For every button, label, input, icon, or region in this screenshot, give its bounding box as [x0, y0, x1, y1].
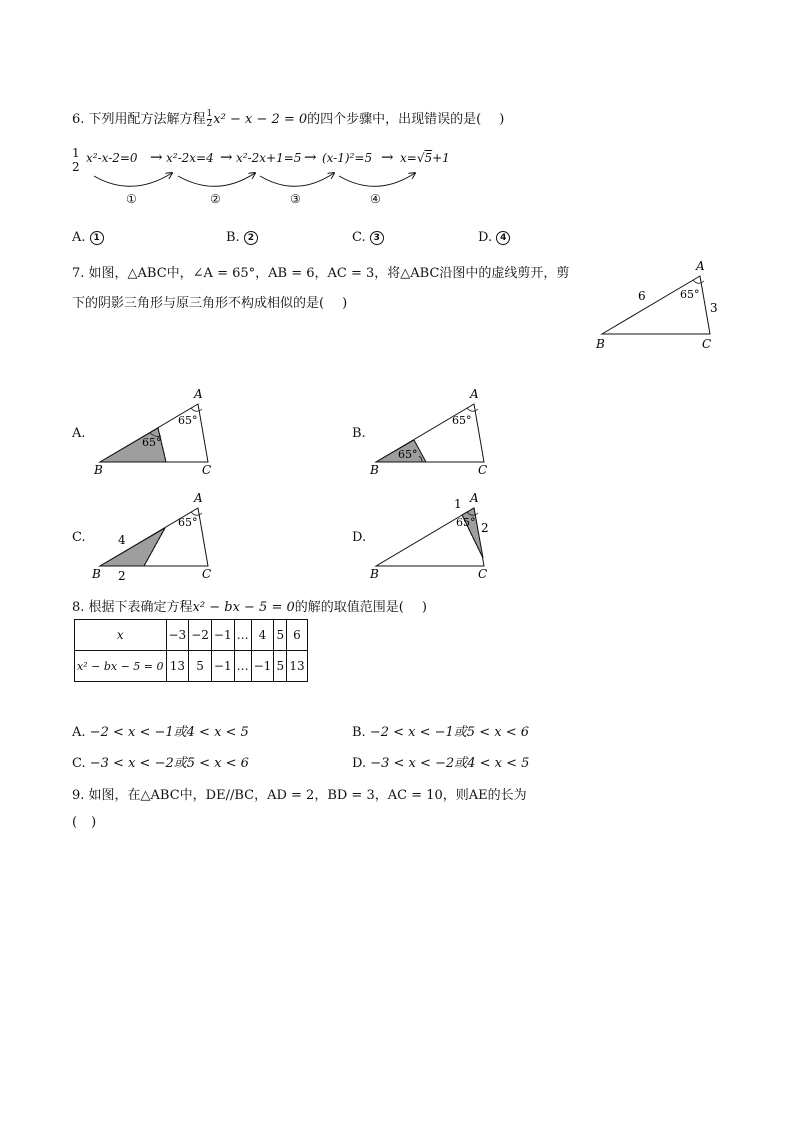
q6-option-c[interactable]: C. 3	[352, 230, 384, 245]
table-cell: 6	[287, 620, 307, 651]
question-9-line-1: 9. 如图，在△ABC中，DE//BC，AD = 2，BD = 3，AC = 10，则AE的长为	[72, 788, 527, 803]
q7-option-a[interactable]: A.	[72, 426, 86, 441]
q6-arc-2	[178, 173, 255, 186]
q8-option-c[interactable]: C. −3 < x < −2或5 < x < 6	[72, 756, 249, 771]
q6-prefix: 6. 下列用配方法解方程	[72, 112, 206, 127]
question-9-line-2: ( )	[72, 815, 97, 830]
q7-main-triangle	[592, 256, 732, 352]
angle-label: 65°	[178, 414, 198, 427]
segment-label-bc: 2	[118, 569, 126, 583]
vertex-label-b: B	[370, 463, 379, 477]
q7-option-c[interactable]: C.	[72, 530, 86, 545]
angle-label: 65°	[456, 516, 476, 529]
question-7-line-2: 下的阴影三角形与原三角形不构成相似的是( )	[72, 296, 348, 311]
vertex-label-c: C	[202, 567, 212, 581]
table-cell: …	[234, 620, 251, 651]
table-cell: −3	[166, 620, 189, 651]
q6-arc-3	[260, 173, 334, 186]
q8-value-table	[74, 619, 308, 682]
arrow-right-icon: →	[150, 148, 163, 166]
cut-angle-label: 65°	[142, 436, 162, 449]
q7-option-a-figure	[90, 384, 220, 480]
vertex-label-b: B	[92, 567, 101, 581]
circled-number-icon: 1	[90, 231, 104, 245]
side-label-ab: 6	[638, 289, 646, 303]
q6-step-1: x²-2x=4	[166, 151, 214, 165]
cut-angle-label: 65°	[398, 448, 418, 461]
vertex-label-a: A	[194, 491, 203, 505]
q6-step-label-1: ①	[126, 192, 137, 206]
angle-label: 65°	[178, 516, 198, 529]
table-cell: 5	[189, 651, 212, 682]
side-label-ac: 3	[710, 301, 718, 315]
q6-step-label-3: ③	[290, 192, 301, 206]
vertex-label-a: A	[194, 387, 203, 401]
q6-arc-1	[94, 173, 172, 186]
vertex-label-a: A	[470, 387, 479, 401]
vertex-label-b: B	[596, 337, 605, 351]
vertex-label-a: A	[696, 259, 705, 273]
circled-number-icon: 3	[370, 231, 384, 245]
circled-number-icon: 4	[496, 231, 510, 245]
q6-arc-4	[339, 173, 415, 186]
table-cell: 13	[166, 651, 189, 682]
table-cell: −1	[251, 651, 274, 682]
q6-step-2: x²-2x+1=5	[236, 151, 302, 165]
q6-step-4: x=√5+1	[400, 151, 450, 165]
q6-step-3: (x-1)²=5	[322, 151, 373, 165]
vertex-label-c: C	[202, 463, 212, 477]
q7-option-d-figure	[366, 488, 496, 584]
table-cell: 5	[274, 620, 287, 651]
table-cell: 13	[287, 651, 307, 682]
table-cell: …	[234, 651, 251, 682]
q6-step-chain	[72, 146, 472, 208]
arrow-right-icon: →	[304, 148, 317, 166]
table-cell: x	[75, 620, 167, 651]
angle-label: 65°	[452, 414, 472, 427]
q6-option-b[interactable]: B. 2	[226, 230, 258, 245]
q7-option-b-figure	[366, 384, 496, 480]
arrow-right-icon: →	[220, 148, 233, 166]
q8-equation: x² − bx − 5 = 0	[192, 600, 295, 615]
vertex-label-c: C	[702, 337, 712, 351]
q8-option-d[interactable]: D. −3 < x < −2或4 < x < 5	[352, 756, 530, 771]
q6-option-a[interactable]: A. 1	[72, 230, 104, 245]
arrow-right-icon: →	[381, 148, 394, 166]
vertex-label-b: B	[370, 567, 379, 581]
q7-option-d[interactable]: D.	[352, 530, 367, 545]
question-8-stem: 8. 根据下表确定方程x² − bx − 5 = 0的解的取值范围是( )	[72, 600, 427, 615]
segment-label-ab: 4	[118, 533, 126, 547]
q6-option-d[interactable]: D. 4	[478, 230, 510, 245]
vertex-label-b: B	[94, 463, 103, 477]
table-row	[75, 620, 308, 651]
vertex-label-c: C	[478, 463, 488, 477]
table-cell: −2	[189, 620, 212, 651]
table-row	[75, 651, 308, 682]
q6-suffix: 的四个步骤中，出现错误的是(	[307, 112, 482, 127]
q6-step-label-2: ②	[210, 192, 221, 206]
table-cell: x² − bx − 5 = 0	[75, 651, 167, 682]
q7-option-b[interactable]: B.	[352, 426, 366, 441]
table-cell: 4	[251, 620, 274, 651]
question-7-line-1: 7. 如图，△ABC中，∠A = 65°，AB = 6，AC = 3，将△ABC沿图中的虚线剪开，剪	[72, 266, 570, 281]
q6-equation: x² − x − 2 = 0	[213, 112, 308, 127]
table-cell: −1	[211, 651, 234, 682]
vertex-label-a: A	[470, 491, 479, 505]
vertex-label-c: C	[478, 567, 488, 581]
question-6-stem: 6. 下列用配方法解方程 $\frac{1}{2}$ x² − x − 2 = 0的四个步骤中，出现错误的是( )	[72, 109, 505, 129]
table-cell: 5	[274, 651, 287, 682]
segment-label-a1: 1	[454, 497, 462, 511]
segment-label-a2: 2	[481, 521, 489, 535]
q6-fraction: $\frac{1}{2}$	[206, 109, 213, 129]
q6-step-fraction: 1 2	[72, 146, 80, 174]
circled-number-icon: 2	[244, 231, 258, 245]
q7-option-c-figure	[90, 488, 220, 584]
q8-option-a[interactable]: A. −2 < x < −1或4 < x < 5	[72, 725, 249, 740]
q8-option-b[interactable]: B. −2 < x < −1或5 < x < 6	[352, 725, 529, 740]
q6-step-label-4: ④	[370, 192, 381, 206]
angle-label: 65°	[680, 288, 700, 301]
table-cell: −1	[211, 620, 234, 651]
q6-step-0: x²-x-2=0	[86, 151, 138, 165]
